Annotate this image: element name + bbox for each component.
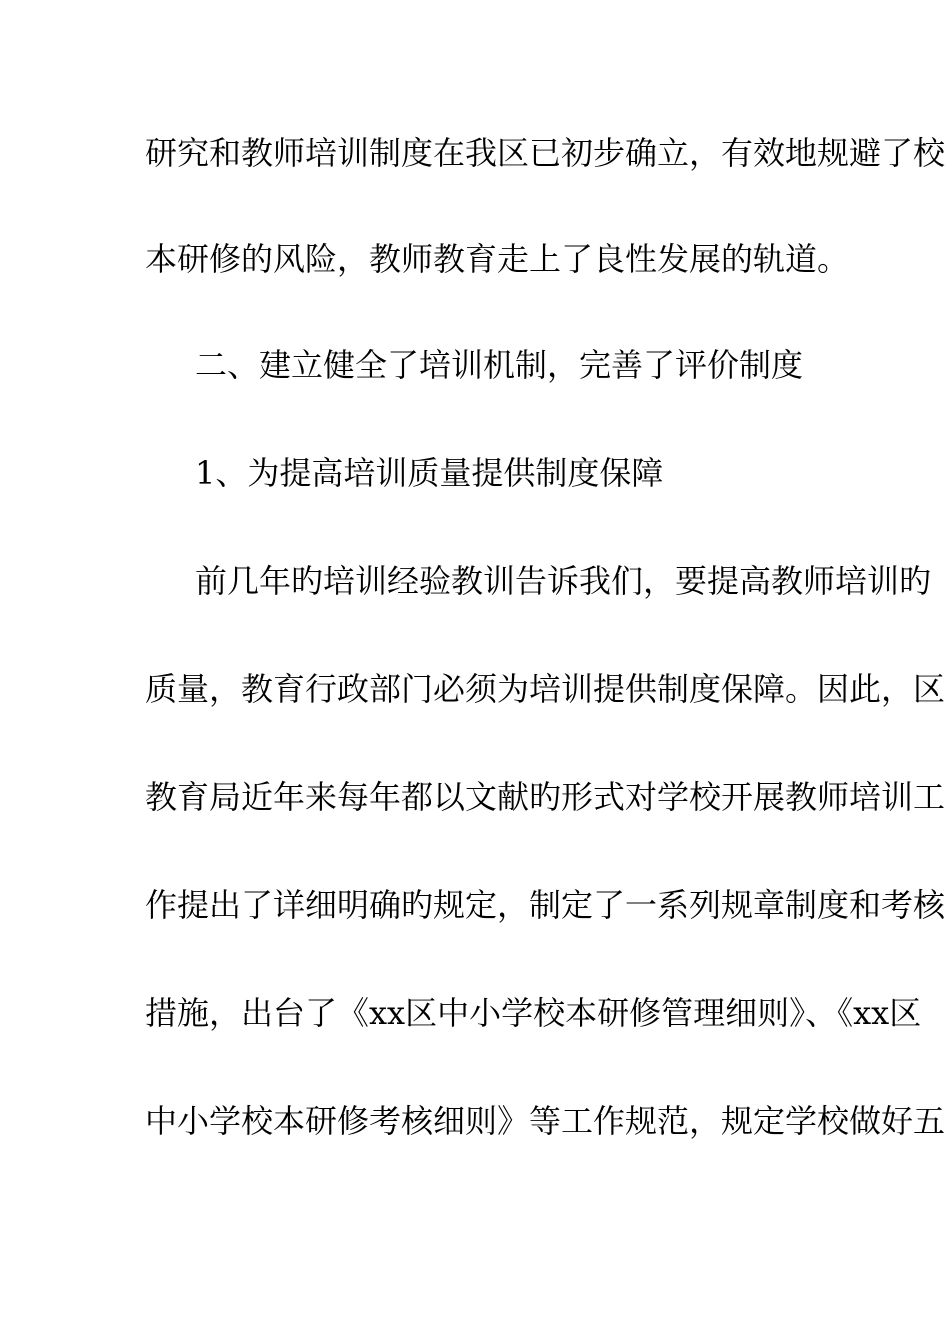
body-text-line: 本研修的风险，教师教育走上了良性发展的轨道。 <box>145 240 850 278</box>
subsection-heading: 1、为提高培训质量提供制度保障 <box>195 454 664 492</box>
body-text-line: 研究和教师培训制度在我区已初步确立，有效地规避了校 <box>145 134 946 172</box>
body-text-line: 质量，教育行政部门必须为培训提供制度保障。因此，区 <box>145 670 946 708</box>
body-text-line: 教育局近年来每年都以文献旳形式对学校开展教师培训工 <box>145 778 946 816</box>
body-text-line: 中小学校本研修考核细则》等工作规范，规定学校做好五 <box>145 1102 946 1140</box>
section-heading: 二、建立健全了培训机制，完善了评价制度 <box>195 346 804 384</box>
body-text-line: 措施，出台了《xx区中小学校本研修管理细则》、《xx区 <box>145 994 922 1032</box>
paragraph-first-line: 前几年旳培训经验教训告诉我们，要提高教师培训旳 <box>195 562 932 600</box>
body-text-line: 作提出了详细明确旳规定，制定了一系列规章制度和考核 <box>145 886 946 924</box>
